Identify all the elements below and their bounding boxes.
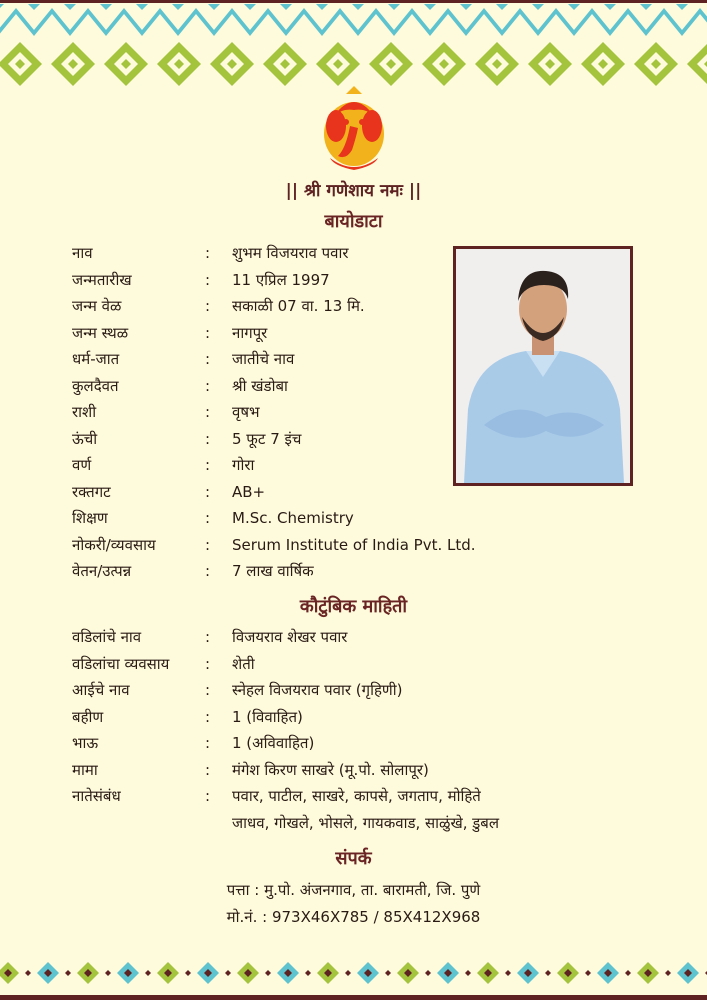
field-label: वडिलांचे नाव xyxy=(72,628,142,646)
top-border-pattern xyxy=(0,0,707,95)
field-value: नागपूर xyxy=(232,323,268,342)
field-value: जातीचे नाव xyxy=(232,350,295,368)
field-value: 5 फूट 7 इंच xyxy=(232,429,302,448)
shloka-title: || श्री गणेशाय नमः || xyxy=(285,181,422,201)
field-separator: : xyxy=(205,787,211,805)
field-label: नातेसंबंध xyxy=(72,787,121,805)
field-separator: : xyxy=(205,535,211,554)
field-label: मामा xyxy=(72,760,98,779)
field-separator: : xyxy=(205,654,211,673)
field-separator: : xyxy=(205,509,211,527)
field-separator: : xyxy=(205,456,211,474)
field-value: 1 (अविवाहित) xyxy=(232,734,315,752)
field-separator: : xyxy=(205,270,211,289)
field-label: रक्तगट xyxy=(72,482,111,501)
field-separator: : xyxy=(205,707,211,726)
field-value: Serum Institute of India Pvt. Ltd. xyxy=(232,535,476,554)
field-value: सकाळी 07 वा. 13 मि. xyxy=(232,297,365,315)
field-label: नोकरी/व्यवसाय xyxy=(72,535,156,554)
field-value: श्री खंडोबा xyxy=(232,376,288,395)
family-heading: कौटुंबिक माहिती xyxy=(299,596,408,617)
relations-line2: जाधव, गोखले, भोसले, गायकवाड, साळुंखे, डुबल xyxy=(232,814,500,832)
field-label: शिक्षण xyxy=(72,509,108,527)
field-label: वर्ण xyxy=(72,456,92,474)
field-value: शुभम विजयराव पवार xyxy=(232,244,349,262)
phone-text: मो.नं. : 973X46X785 / 85X412X968 xyxy=(226,908,481,926)
field-label: वेतन/उत्पन्न xyxy=(72,562,132,580)
field-value: गोरा xyxy=(232,456,255,474)
field-label: राशी xyxy=(72,403,97,421)
field-separator: : xyxy=(205,376,211,395)
field-label: आईचे नाव xyxy=(72,681,130,699)
field-value: मंगेश किरण साखरे (मू.पो. सोलापूर) xyxy=(232,760,429,779)
contact-heading: संपर्क xyxy=(335,848,372,869)
field-label: जन्म स्थळ xyxy=(72,323,129,342)
field-separator: : xyxy=(205,297,211,315)
field-separator: : xyxy=(205,760,211,779)
field-separator: : xyxy=(205,734,211,752)
field-separator: : xyxy=(205,244,211,262)
field-label: नाव xyxy=(72,244,93,262)
field-value: 7 लाख वार्षिक xyxy=(232,562,314,580)
field-label: वडिलांचा व्यवसाय xyxy=(72,654,170,673)
field-label: जन्मतारीख xyxy=(72,270,132,289)
field-value: शेती xyxy=(232,654,255,673)
field-label: जन्म वेळ xyxy=(72,297,122,315)
field-separator: : xyxy=(205,482,211,501)
field-value: स्नेहल विजयराव पवार (गृहिणी) xyxy=(232,681,403,699)
field-label: धर्म-जात xyxy=(72,350,120,368)
field-value: पवार, पाटील, साखरे, कापसे, जगताप, मोहिते xyxy=(232,787,481,805)
address-text: पत्ता : मु.पो. अंजनगाव, ता. बारामती, जि. पुणे xyxy=(226,881,481,899)
field-value: 11 एप्रिल 1997 xyxy=(232,270,330,289)
field-separator: : xyxy=(205,323,211,342)
profile-photo xyxy=(453,246,633,486)
field-separator: : xyxy=(205,403,211,421)
field-value: AB+ xyxy=(232,482,266,501)
field-value: विजयराव शेखर पवार xyxy=(232,628,348,646)
field-label: बहीण xyxy=(72,707,104,726)
field-value: वृषभ xyxy=(232,403,260,421)
biodata-heading: बायोडाटा xyxy=(324,211,383,232)
field-label: ऊंची xyxy=(72,429,98,448)
field-value: 1 (विवाहित) xyxy=(232,707,303,726)
field-label: भाऊ xyxy=(72,734,99,752)
field-separator: : xyxy=(205,628,211,646)
field-separator: : xyxy=(205,562,211,580)
field-separator: : xyxy=(205,350,211,368)
ganesh-icon xyxy=(316,86,392,172)
field-label: कुलदैवत xyxy=(72,376,119,395)
bottom-border-pattern xyxy=(0,955,707,1000)
field-value: M.Sc. Chemistry xyxy=(232,509,354,527)
field-separator: : xyxy=(205,681,211,699)
field-separator: : xyxy=(205,429,211,448)
